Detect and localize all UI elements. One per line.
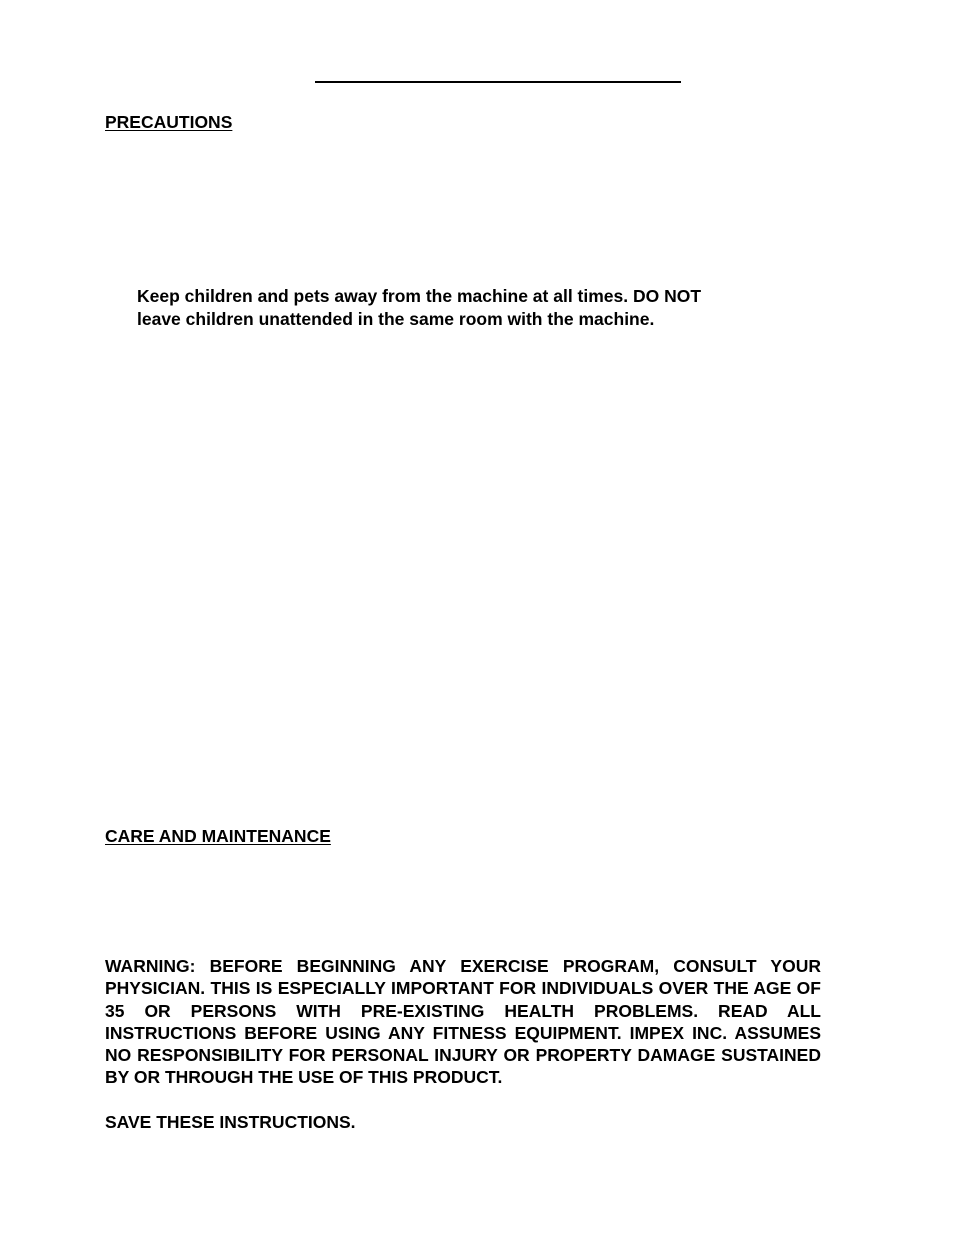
- save-instructions-text: SAVE THESE INSTRUCTIONS.: [105, 1112, 356, 1132]
- warning-paragraph: WARNING: BEFORE BEGINNING ANY EXERCISE PROGRAM, CONSULT YOUR PHYSICIAN. THIS IS ESPECIALLY IMPORTANT FOR INDIVIDUALS OVER THE AGE OF 35 OR PERSONS WITH PRE-EXISTING HEALTH PROBLEMS. READ ALL INSTRUCTIONS BEFORE USING ANY FITNESS EQUIPMENT. IMPEX INC. ASSUMES NO RESPONSIBILITY FOR PERSONAL INJURY OR PROPERTY DAMAGE SUSTAINED BY OR THROUGH THE USE OF THIS PRODUCT.: [105, 956, 821, 1088]
- children-pets-note-line-1: Keep children and pets away from the machine at all times. DO NOT: [137, 286, 702, 306]
- children-pets-note-line-2: leave children unattended in the same room with the machine.: [137, 308, 655, 329]
- children-pets-note: [137, 285, 777, 330]
- top-divider-rule: [315, 81, 681, 83]
- precautions-heading: PRECAUTIONS: [105, 112, 233, 132]
- care-maintenance-heading: CARE AND MAINTENANCE: [105, 826, 331, 846]
